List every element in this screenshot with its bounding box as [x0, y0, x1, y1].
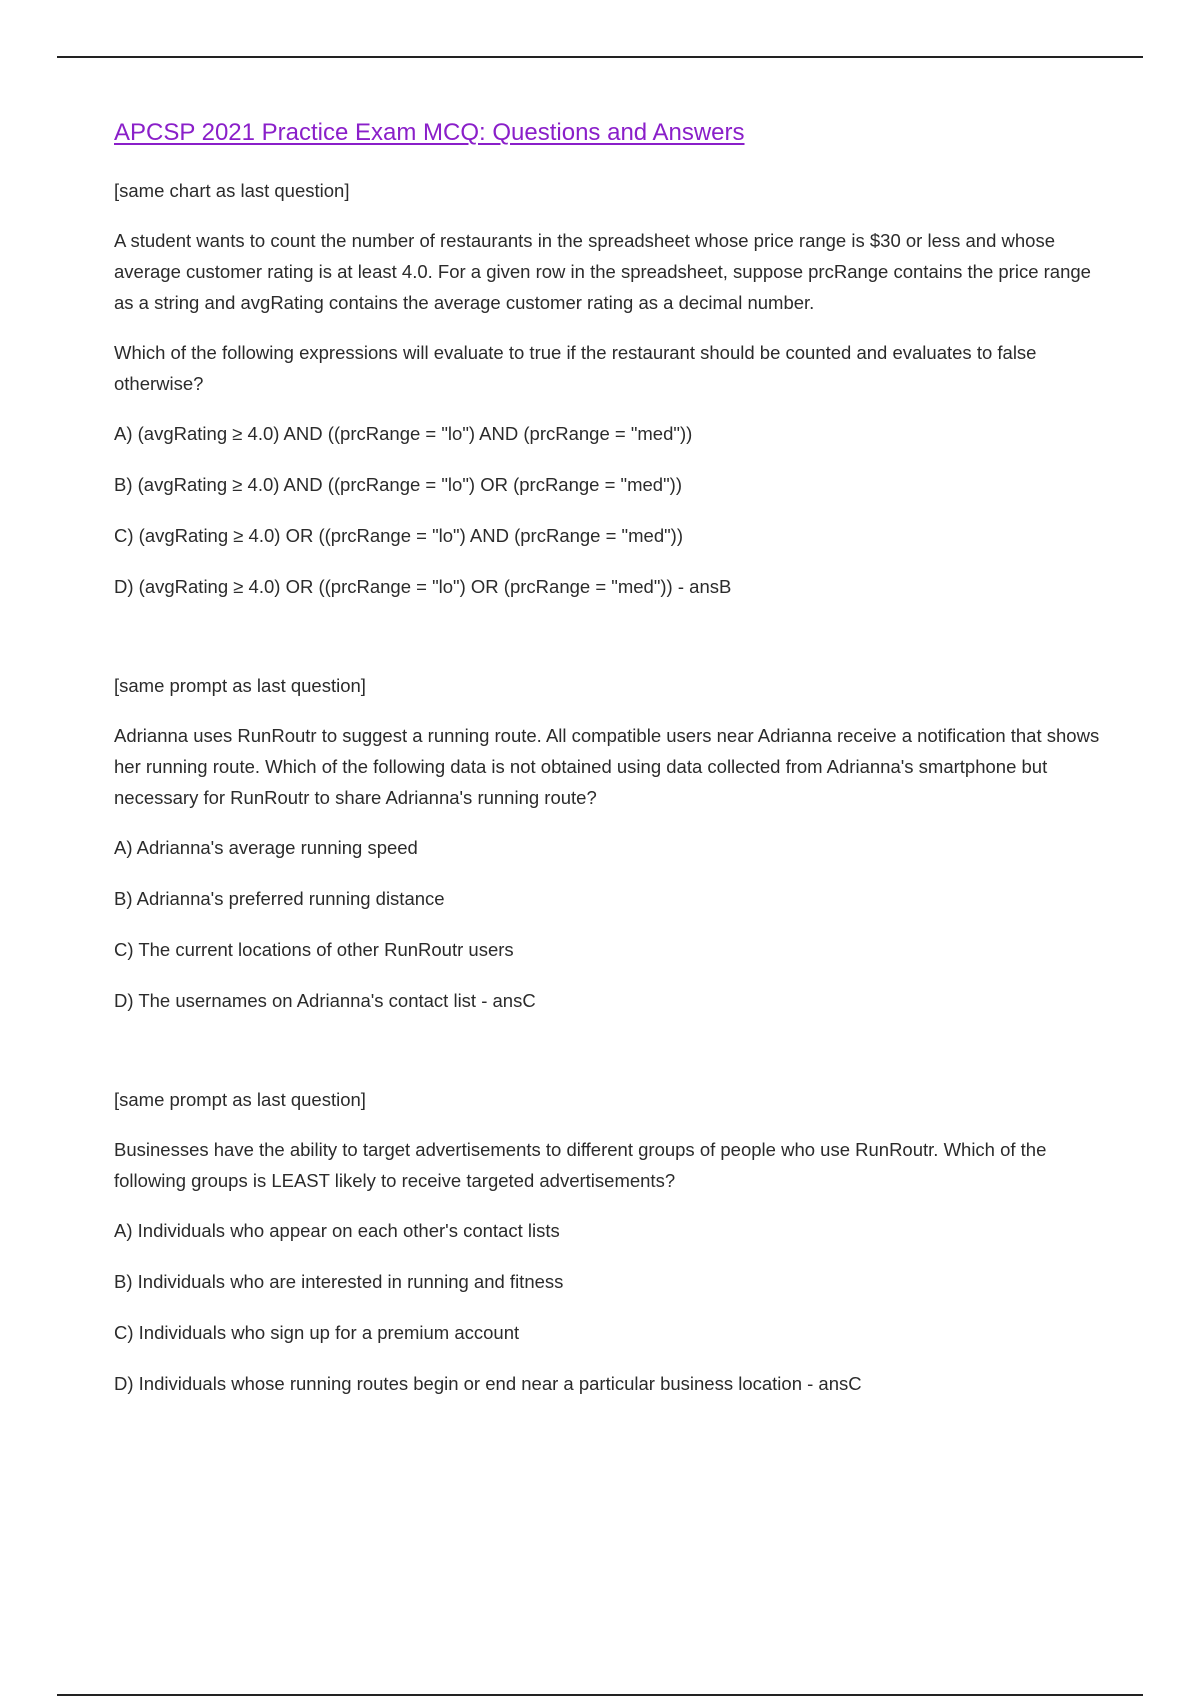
option-a: A) (avgRating ≥ 4.0) AND ((prcRange = "lo") AND (prcRange = "med"))	[114, 423, 693, 444]
header-rule	[57, 56, 1143, 58]
document-page	[114, 113, 1114, 1419]
question-prompt: Businesses have the ability to target advertisements to different groups of people who use RunRoutr. Which of the following groups is LEAST likely to receive targeted advertisements?	[114, 1139, 1047, 1191]
question-2	[114, 670, 1114, 1016]
section-spacer	[114, 1036, 1114, 1084]
option-d: D) Individuals whose running routes begin or end near a particular business location - ansC	[114, 1373, 862, 1394]
question-3	[114, 1084, 1114, 1399]
option-d: D) (avgRating ≥ 4.0) OR ((prcRange = "lo") OR (prcRange = "med")) - ansB	[114, 576, 732, 597]
question-context: [same prompt as last question]	[114, 1089, 366, 1110]
question-prompt: Adrianna uses RunRoutr to suggest a running route. All compatible users near Adrianna receive a notification that shows her running route. Which of the following data is not obtained using data collected from Adrianna's smartphone but necessary for RunRoutr to share Adrianna's running route?	[114, 725, 1100, 808]
document-title-link[interactable]: APCSP 2021 Practice Exam MCQ: Questions and Answers	[114, 119, 745, 146]
question-text: Which of the following expressions will evaluate to true if the restaurant should be counted and evaluates to false otherwise?	[114, 342, 1037, 394]
footer-rule	[57, 1694, 1143, 1696]
option-b: B) (avgRating ≥ 4.0) AND ((prcRange = "lo") OR (prcRange = "med"))	[114, 474, 682, 495]
section-spacer	[114, 622, 1114, 670]
question-prompt: A student wants to count the number of restaurants in the spreadsheet whose price range is $30 or less and whose average customer rating is at least 4.0. For a given row in the spreadsheet, suppose prcRange contains the price range as a string and avgRating contains the average customer rating as a decimal number.	[114, 230, 1091, 313]
option-a: A) Adrianna's average running speed	[114, 837, 418, 858]
question-context: [same prompt as last question]	[114, 675, 366, 696]
question-context: [same chart as last question]	[114, 180, 350, 201]
option-d: D) The usernames on Adrianna's contact list - ansC	[114, 990, 536, 1011]
option-a: A) Individuals who appear on each other's contact lists	[114, 1220, 560, 1241]
option-b: B) Adrianna's preferred running distance	[114, 888, 445, 909]
option-c: C) The current locations of other RunRoutr users	[114, 939, 514, 960]
option-b: B) Individuals who are interested in running and fitness	[114, 1271, 564, 1292]
question-1	[114, 175, 1114, 602]
option-c: C) Individuals who sign up for a premium account	[114, 1322, 520, 1343]
option-c: C) (avgRating ≥ 4.0) OR ((prcRange = "lo") AND (prcRange = "med"))	[114, 525, 684, 546]
